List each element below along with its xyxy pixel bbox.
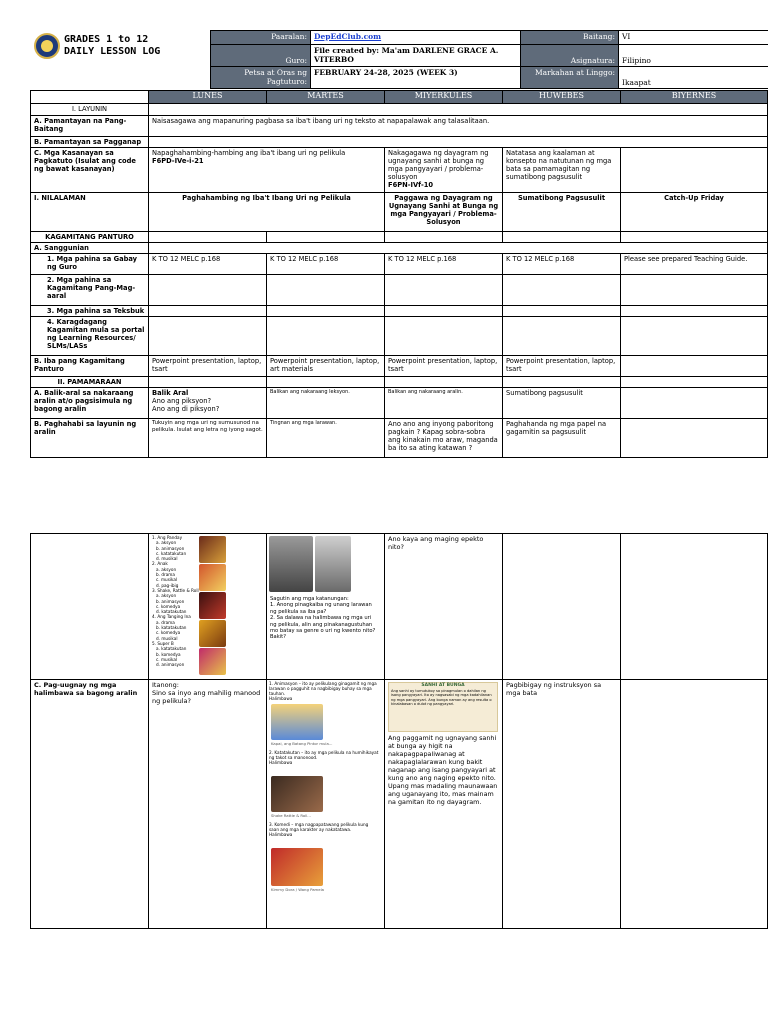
balik-aral-q1: Ano ang piksyon?: [152, 397, 212, 405]
pamantayan-pagganap-label: B. Pamantayan sa Pagganap: [31, 137, 149, 148]
movie-poster-anak: [199, 564, 226, 591]
quiz-item: a. katatakutan: [156, 646, 187, 652]
kasanayan-3-code: F6PN-IVf-10: [388, 181, 434, 189]
guro-label: Guro:: [211, 45, 311, 67]
quiz-item: d. katatakutan: [156, 609, 187, 615]
uri-1: 1. Animasyon – ito ay pelikulang ginagamit ng mga larawan o pagguhit na nagbibigay buhay sa mga tauhan.: [269, 681, 377, 696]
iba-pang-monday: Powerpoint presentation, laptop, tsart: [149, 356, 267, 377]
sanggunian-label: A. Sanggunian: [31, 243, 149, 254]
quiz-item: 1. Ang Panday: [152, 535, 183, 540]
epekto-question: Ano kaya ang maging epekto nito?: [385, 534, 503, 680]
pamamaraan-heading: II. PAMAMARAAN: [31, 377, 149, 388]
uri-2-ex: Halimbawa: [269, 760, 293, 765]
day-monday: LUNES: [149, 91, 267, 104]
movie-poster-super-b: [199, 648, 226, 675]
gabay-wednesday: K TO 12 MELC p.168: [385, 254, 503, 275]
quiz-item: b. katatakutan: [156, 625, 187, 631]
movie-poster-ang-panday: [199, 536, 226, 563]
gabay-label: 1. Mga pahina sa Gabay ng Guro: [31, 254, 149, 275]
photo-parade-crowd: [269, 536, 313, 592]
photo-film-scene: [315, 536, 351, 592]
uri-3-caption: Kimmy Dora / Wang Pamela: [271, 887, 324, 892]
sanhi-explain: Ang paggamit ng ugnayang sanhi at bunga ay higit na nakapagpapaliwanag at nakapaglalarawan kung bakit naganap ang isang pangyayari at kung ano ang naging epekto nito. Upang mas madaling maunawaan ang uganayang ito, mas mainam na gamitan ito ng dayagram.: [388, 734, 498, 806]
page-title-line1: GRADES 1 to 12: [64, 34, 149, 45]
teksbuk-label: 3. Mga pahina sa Teksbuk: [31, 306, 149, 317]
horror-film-image: [271, 776, 323, 812]
balik-aral-label: A. Balik-aral sa nakaraang aralin at/o pagsisimula ng bagong aralin: [31, 388, 149, 419]
nilalaman-label: I. NILALAMAN: [31, 193, 149, 232]
balik-aral-q2: Ano ang di piksyon?: [152, 405, 220, 413]
quiz-item: c. komedya: [156, 630, 181, 636]
pag-uugnay-body: Sino sa inyo ang mahilig manood ng pelikula?: [152, 689, 261, 705]
kasanayan-1-code: F6PD-IVe-i-21: [152, 157, 204, 165]
paghahabi-label: B. Paghahabi sa layunin ng aralin: [31, 419, 149, 458]
balik-aral-wednesday: Balikan ang nakaraang aralin.: [385, 388, 503, 419]
paaralan-label: Paaralan:: [211, 31, 311, 45]
gabay-tuesday: K TO 12 MELC p.168: [267, 254, 385, 275]
iba-pang-label: B. Iba pang Kagamitang Panturo: [31, 356, 149, 377]
iba-pang-tuesday: Powerpoint presentation, laptop, art materials: [267, 356, 385, 377]
quiz-item: c. katatakutan: [156, 550, 187, 556]
paghahabi-thursday: Paghahanda ng mga papel na gagamitin sa pagsusulit: [503, 419, 621, 458]
sanhi-body: Ang sanhi ay tumutukoy sa pinagmulan o dahilan ng isang pangyayari. Ito ay nagsasabi ng mga kadahilanan ng mga pangyayari. Ang bunga naman ay ang resulta o kinalabasan o dulot ng pangyayari.: [391, 689, 492, 706]
quiz-item: d. musikal: [156, 556, 178, 562]
quiz-item: d. animasyon: [156, 662, 185, 668]
uri-1-ex: Halimbawa: [269, 696, 293, 701]
paghahabi-wednesday: Ano ano ang inyong paboritong pagkain ? Kapag sobra-sobra ang kinakain mo araw, maganda ba ito sa ating katawan ?: [385, 419, 503, 458]
petsa-label: Petsa at Oras ng Pagtuturo:: [211, 67, 311, 89]
uri-3: 3. Komedi – mga nagpapatawang pelikula kung saan ang mga karakter ay nakatatawa.: [269, 822, 369, 832]
sagutin-cell: [267, 534, 385, 680]
quiz-item: a. aksyon: [156, 540, 177, 546]
day-wednesday: MIYERKULES: [385, 91, 503, 104]
kagamitan-pang-mag-aaral-label: 2. Mga pahina sa Kagamitang Pang-Mag-aaral: [31, 275, 149, 306]
kasanayan-1: Napaghahambing-hambing ang iba't ibang uri ng pelikula: [152, 149, 346, 157]
balik-aral-tuesday: Balikan ang nakaraang leksyon.: [267, 388, 385, 419]
asignatura-value: Filipino: [619, 45, 768, 67]
markahan-label: Markahan at Linggo:: [521, 67, 619, 89]
paaralan-link[interactable]: DepEdClub.com: [314, 32, 382, 41]
pamantayan-nilalaman-value: Naisasagawa ang mapanuring pagbasa sa iba't ibang uri ng teksto at napapalawak ang talasalitaan.: [149, 116, 768, 137]
guro-value: File created by: Ma'am DARLENE GRACE A. VITERBO: [311, 45, 521, 67]
nilalaman-4: Sumatibong Pagsusulit: [503, 193, 621, 232]
quiz-item: b. animasyon: [156, 545, 185, 551]
pag-uugnay-title: Itanong:: [152, 681, 179, 689]
day-friday: BIYERNES: [621, 91, 768, 104]
quiz-item: a. drama: [156, 619, 175, 625]
quiz-item: d. pag-ibig: [156, 582, 179, 588]
uri-ng-pelikula-cell: [267, 680, 385, 929]
quiz-item: b. animasyon: [156, 598, 185, 604]
karagdagang-label: 4. Karagdagang Kagamitan mula sa portal ng Learning Resources/ SLMs/LASs: [31, 317, 149, 356]
quiz-cell: [149, 534, 267, 680]
instruksyon: Pagbibigay ng instruksyon sa mga bata: [503, 680, 621, 929]
quiz-item: 3. Shake, Rattle & Roll: [152, 587, 199, 593]
nilalaman-1: Paghahambing ng Iba't Ibang Uri ng Pelikula: [149, 193, 385, 232]
quiz-item: 4. Ang Tanging Ina: [152, 614, 191, 620]
petsa-value: FEBRUARY 24-28, 2025 (WEEK 3): [311, 67, 521, 89]
quiz-item: b. komedya: [156, 651, 181, 657]
quiz-item: a. aksyon: [156, 566, 177, 572]
header-info-table: [210, 30, 768, 89]
balik-aral-title: Balik Aral: [152, 389, 189, 397]
quiz-item: c. musikal: [156, 656, 178, 662]
page-title-line2: DAILY LESSON LOG: [64, 46, 161, 57]
quiz-item: c. musikal: [156, 577, 178, 583]
day-thursday: HUWEBES: [503, 91, 621, 104]
sanhi-title: SANHI AT BUNGA: [421, 683, 465, 688]
lesson-log-table-continued: [30, 533, 768, 929]
day-tuesday: MARTES: [267, 91, 385, 104]
iba-pang-thursday: Powerpoint presentation, laptop, tsart: [503, 356, 621, 377]
baitang-label: Baitang:: [521, 31, 619, 45]
uri-2: 2. Katatakutan – ito ay mga pelikula na humihikayat ng takot sa manonood.: [269, 750, 379, 760]
uri-2-caption: Shake Rattle & Roll...: [271, 813, 311, 818]
quiz-item: 2. Anak: [152, 561, 168, 567]
uri-3-ex: Halimbawa: [269, 832, 293, 837]
movie-poster-shake-rattle-roll: [199, 592, 226, 619]
nilalaman-3: Paggawa ng Dayagram ng Ugnayang Sanhi at Bunga ng mga Pangyayari / Problema-Solusyon: [385, 193, 503, 232]
baitang-value: VI: [619, 31, 768, 45]
gabay-thursday: K TO 12 MELC p.168: [503, 254, 621, 275]
quiz-item: a. aksyon: [156, 593, 177, 599]
asignatura-label: Asignatura:: [521, 45, 619, 67]
sagutin-title: Sagutin ang mga katanungan:: [270, 596, 349, 602]
quiz-item: b. drama: [156, 572, 175, 578]
markahan-value: Ikaapat: [619, 67, 768, 89]
gabay-friday: Please see prepared Teaching Guide.: [621, 254, 768, 275]
kagamitan-heading: KAGAMITANG PANTURO: [31, 232, 149, 243]
kasanayan-4: Natatasa ang kaalaman at konsepto na natutunan ng mga bata sa pamamagitan ng sumatibong pagsusulit: [503, 148, 621, 193]
sagutin-q1: 1. Anong pinagkaiba ng unang larawan ng pelikula sa iba pa?: [270, 602, 372, 615]
nilalaman-5: Catch-Up Friday: [621, 193, 768, 232]
kasanayan-3: Nakagagawa ng dayagram ng ugnayang sanhi at bunga ng mga pangyayari / problema-solusyon: [388, 149, 489, 181]
uri-1-caption: Kapai, ang Batang Pintor mula...: [271, 741, 333, 746]
sagutin-q2: 2. Sa dalawa na halimbawa ng mga uri ng pelikula, alin ang pinakanagustuhan mo batay sa genre o uri ng kwento nito? Bakit?: [270, 615, 376, 641]
balik-aral-thursday: Sumatibong pagsusulit: [503, 388, 621, 419]
paghahabi-monday: Tukuyin ang mga uri ng sumusunod na pelikula. Isulat ang letra ng iyong sagot.: [149, 419, 267, 458]
iba-pang-wednesday: Powerpoint presentation, laptop, tsart: [385, 356, 503, 377]
quiz-item: 5. Super B: [152, 640, 174, 646]
deped-logo: [34, 33, 60, 59]
animated-film-image: [271, 704, 323, 740]
quiz-item: d. musikal: [156, 635, 178, 641]
paghahabi-tuesday: Tingnan ang mga larawan.: [267, 419, 385, 458]
pamantayan-nilalaman-label: A. Pamantayan na Pang-Baitang: [31, 116, 149, 137]
lesson-log-table: [30, 90, 768, 458]
quiz-item: c. komedya: [156, 603, 181, 609]
sanhi-at-bunga-cell: [385, 680, 503, 929]
kasanayan-label: C. Mga Kasanayan sa Pagkatuto (Isulat ang code ng bawat kasanayan): [31, 148, 149, 193]
pag-uugnay-label: C. Pag-uugnay ng mga halimbawa sa bagong aralin: [31, 680, 149, 929]
gabay-monday: K TO 12 MELC p.168: [149, 254, 267, 275]
comedy-film-image: [271, 848, 323, 886]
layunin-heading: I. LAYUNIN: [31, 104, 149, 116]
movie-poster-ang-tanging-ina: [199, 620, 226, 647]
